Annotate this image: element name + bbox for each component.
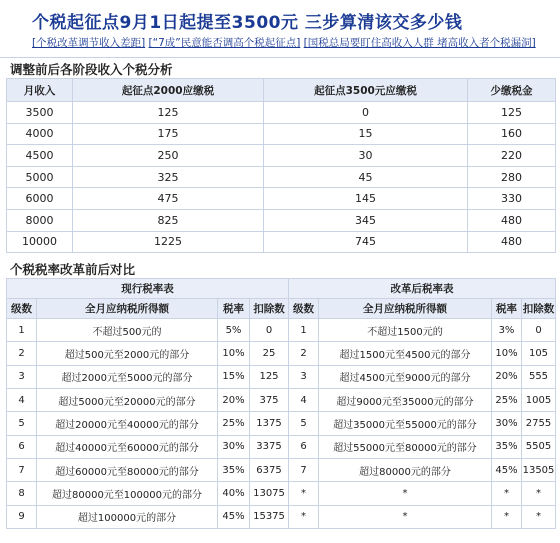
- table-cell: 1375: [250, 412, 289, 435]
- tax-rate-comparison-table: [6, 278, 556, 529]
- table-header-row: [7, 79, 556, 102]
- table-cell: *: [289, 505, 319, 528]
- table-cell: 8000: [7, 209, 73, 231]
- link-tax-reform-income-gap[interactable]: [个税改革调节收入差距]: [32, 37, 146, 49]
- table-cell: 3%: [492, 319, 522, 342]
- table-cell: 15: [264, 123, 468, 145]
- table-row: [7, 145, 556, 167]
- table-cell: 745: [264, 231, 468, 253]
- table-cell: 5%: [218, 319, 250, 342]
- table-cell: 125: [468, 102, 556, 124]
- table-cell: 3: [289, 365, 319, 388]
- header-deduction: 扣除数: [522, 299, 556, 319]
- table-header-row: [7, 299, 556, 319]
- table-row: [7, 209, 556, 231]
- table-cell: 1: [7, 319, 37, 342]
- table-cell: 超过80000元至100000元的部分: [37, 482, 218, 505]
- table-cell: 超过55000元至80000元的部分: [319, 435, 492, 458]
- table-cell: 125: [73, 102, 264, 124]
- table-cell: 0: [264, 102, 468, 124]
- table-cell: 480: [468, 209, 556, 231]
- table-cell: 4: [7, 389, 37, 412]
- table-cell: 4000: [7, 123, 73, 145]
- table-cell: 超过1500元至4500元的部分: [319, 342, 492, 365]
- table-cell: 超过60000元至80000元的部分: [37, 458, 218, 481]
- table-cell: 30: [264, 145, 468, 167]
- header-deduction: 扣除数: [250, 299, 289, 319]
- group-current-rates: 现行税率表: [7, 279, 289, 299]
- table-cell: 280: [468, 166, 556, 188]
- table-cell: 1: [289, 319, 319, 342]
- table-cell: 6: [289, 435, 319, 458]
- table-row: [7, 505, 556, 528]
- link-high-income-tax-loopholes[interactable]: [国税总局要盯住高收入人群 堵高收入者个税漏洞]: [303, 37, 536, 49]
- table-row: [7, 188, 556, 210]
- table-cell: 2: [7, 342, 37, 365]
- table-cell: *: [522, 505, 556, 528]
- table-cell: 35%: [492, 435, 522, 458]
- header-tax-3500: 起征点3500元应缴税: [264, 79, 468, 102]
- header-taxable-income: 全月应纳税所得额: [37, 299, 218, 319]
- table-cell: 25%: [218, 412, 250, 435]
- table-cell: 15375: [250, 505, 289, 528]
- table-cell: 825: [73, 209, 264, 231]
- page-title: 个税起征点9月1日起提至3500元 三步算清该交多少钱: [32, 13, 463, 33]
- table-cell: 5505: [522, 435, 556, 458]
- table-cell: 13075: [250, 482, 289, 505]
- table-cell: 10%: [492, 342, 522, 365]
- table-cell: *: [319, 505, 492, 528]
- table-cell: 480: [468, 231, 556, 253]
- table-cell: 8: [7, 482, 37, 505]
- table-cell: 105: [522, 342, 556, 365]
- table-cell: 9: [7, 505, 37, 528]
- table-cell: 3: [7, 365, 37, 388]
- table-cell: 555: [522, 365, 556, 388]
- table-row: [7, 365, 556, 388]
- table-row: [7, 166, 556, 188]
- table-cell: 6: [7, 435, 37, 458]
- table-cell: 40%: [218, 482, 250, 505]
- table-cell: 30%: [492, 412, 522, 435]
- table-cell: 45: [264, 166, 468, 188]
- table-cell: 35%: [218, 458, 250, 481]
- table-cell: 0: [250, 319, 289, 342]
- table-row: [7, 389, 556, 412]
- header-tax-2000: 起征点2000应缴税: [73, 79, 264, 102]
- table-cell: 325: [73, 166, 264, 188]
- table-row: [7, 435, 556, 458]
- table-cell: 超过20000元至40000元的部分: [37, 412, 218, 435]
- table-cell: 1005: [522, 389, 556, 412]
- table-row: [7, 342, 556, 365]
- table-row: [7, 231, 556, 253]
- table-cell: 5000: [7, 166, 73, 188]
- table-cell: 125: [250, 365, 289, 388]
- table-cell: 0: [522, 319, 556, 342]
- table-cell: 10000: [7, 231, 73, 253]
- header-level: 级数: [7, 299, 37, 319]
- group-reformed-rates: 改革后税率表: [289, 279, 556, 299]
- table-cell: 超过100000元的部分: [37, 505, 218, 528]
- table-cell: 6000: [7, 188, 73, 210]
- table-cell: 超过35000元至55000元的部分: [319, 412, 492, 435]
- table-cell: 10%: [218, 342, 250, 365]
- header-rate: 税率: [218, 299, 250, 319]
- header-level: 级数: [289, 299, 319, 319]
- section-title-income-analysis: 调整前后各阶段收入个税分析: [0, 57, 560, 78]
- table-cell: 345: [264, 209, 468, 231]
- table-cell: 超过80000元的部分: [319, 458, 492, 481]
- table-cell: 5: [289, 412, 319, 435]
- table-cell: 4500: [7, 145, 73, 167]
- table-cell: 25%: [492, 389, 522, 412]
- header-taxable-income: 全月应纳税所得额: [319, 299, 492, 319]
- table-cell: 超过4500元至9000元的部分: [319, 365, 492, 388]
- table-cell: 超过5000元至20000元的部分: [37, 389, 218, 412]
- header-monthly-income: 月收入: [7, 79, 73, 102]
- table-row: [7, 412, 556, 435]
- table-cell: 不超过500元的: [37, 319, 218, 342]
- table-cell: 175: [73, 123, 264, 145]
- table-cell: 2755: [522, 412, 556, 435]
- table-cell: 15%: [218, 365, 250, 388]
- header-tax-saved: 少缴税金: [468, 79, 556, 102]
- table-cell: 3375: [250, 435, 289, 458]
- table-cell: 4: [289, 389, 319, 412]
- table-cell: *: [492, 505, 522, 528]
- header-rate: 税率: [492, 299, 522, 319]
- table-cell: 25: [250, 342, 289, 365]
- table-cell: 330: [468, 188, 556, 210]
- table-cell: 超过9000元至35000元的部分: [319, 389, 492, 412]
- table-cell: 7: [289, 458, 319, 481]
- table-cell: *: [289, 482, 319, 505]
- table-cell: 220: [468, 145, 556, 167]
- table-cell: 3500: [7, 102, 73, 124]
- table-cell: 250: [73, 145, 264, 167]
- table-cell: 超过2000元至5000元的部分: [37, 365, 218, 388]
- related-links: [0, 30, 560, 53]
- table-row: [7, 123, 556, 145]
- table-cell: *: [522, 482, 556, 505]
- table-cell: 6375: [250, 458, 289, 481]
- table-cell: 超过40000元至60000元的部分: [37, 435, 218, 458]
- table-cell: 5: [7, 412, 37, 435]
- table-cell: 160: [468, 123, 556, 145]
- table-row: [7, 319, 556, 342]
- table-cell: 1225: [73, 231, 264, 253]
- table-cell: 13505: [522, 458, 556, 481]
- table-cell: 145: [264, 188, 468, 210]
- table-cell: 375: [250, 389, 289, 412]
- table-cell: *: [492, 482, 522, 505]
- income-tax-analysis-table: [6, 78, 556, 253]
- table-row: [7, 458, 556, 481]
- section-title-rate-comparison: 个税税率改革前后对比: [10, 262, 136, 278]
- table-cell: 不超过1500元的: [319, 319, 492, 342]
- table-cell: 7: [7, 458, 37, 481]
- table-cell: *: [319, 482, 492, 505]
- table-cell: 45%: [218, 505, 250, 528]
- link-public-opinion-threshold[interactable]: [“7成”民意能否调高个税起征点]: [148, 37, 301, 49]
- table-cell: 2: [289, 342, 319, 365]
- table-cell: 475: [73, 188, 264, 210]
- table-cell: 45%: [492, 458, 522, 481]
- table-cell: 20%: [492, 365, 522, 388]
- table-row: [7, 482, 556, 505]
- table-row: [7, 102, 556, 124]
- table-cell: 超过500元至2000元的部分: [37, 342, 218, 365]
- table-cell: 20%: [218, 389, 250, 412]
- table-cell: 30%: [218, 435, 250, 458]
